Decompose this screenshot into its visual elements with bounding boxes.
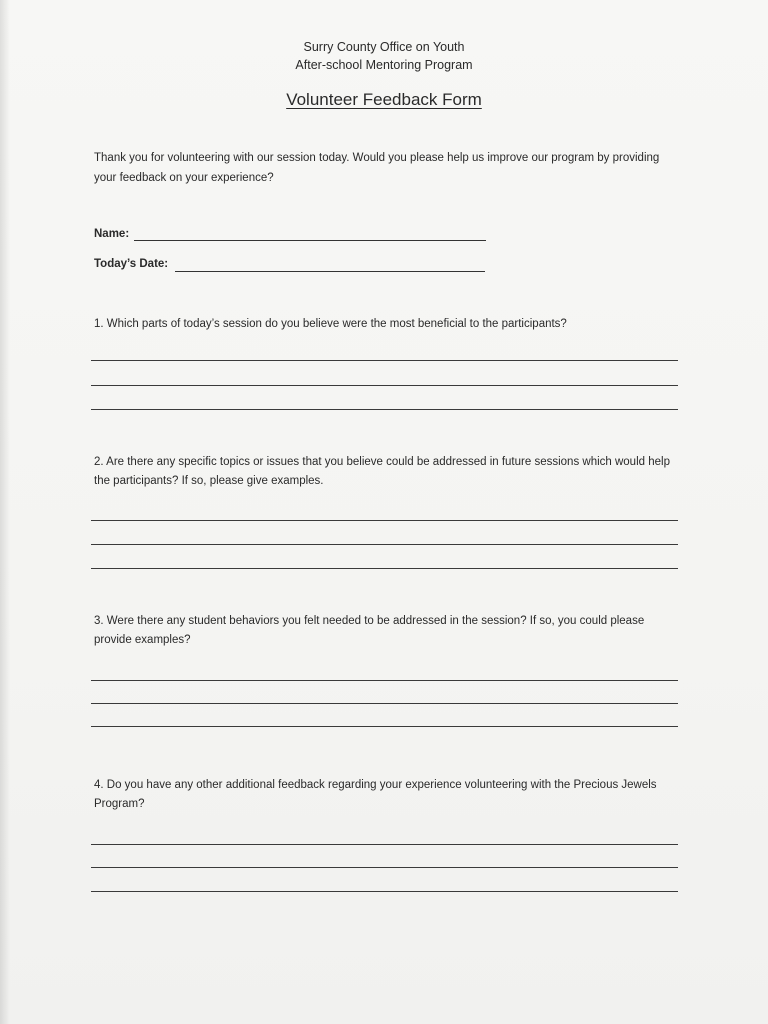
name-field[interactable] [134, 240, 486, 241]
answer-line[interactable] [91, 360, 678, 361]
answer-line[interactable] [91, 703, 678, 704]
answer-line[interactable] [91, 544, 678, 545]
answer-line[interactable] [91, 844, 678, 845]
answer-line[interactable] [91, 409, 678, 410]
answer-line[interactable] [91, 867, 678, 868]
form-title: Volunteer Feedback Form [286, 90, 482, 109]
question-4: 4. Do you have any other additional feedback regarding your experience volunteering with the Precious Jewels Program? [94, 779, 657, 810]
answer-line[interactable] [91, 726, 678, 727]
answer-line[interactable] [91, 520, 678, 521]
question-1: 1. Which parts of today’s session do you believe were the most beneficial to the participants? [94, 318, 567, 330]
answer-line[interactable] [91, 385, 678, 386]
question-3: 3. Were there any student behaviors you felt needed to be addressed in the session? If so, you could please provide examples? [94, 615, 645, 646]
answer-line[interactable] [91, 680, 678, 681]
program-name: After-school Mentoring Program [295, 58, 473, 72]
organization-name: Surry County Office on Youth [303, 40, 465, 54]
date-field[interactable] [175, 271, 485, 272]
answer-line[interactable] [91, 891, 678, 892]
organization-header [0, 38, 768, 74]
question-2: 2. Are there any specific topics or issues that you believe could be addressed in future sessions which would help the participants? If so, please give examples. [94, 456, 670, 487]
scan-edge-shadow [0, 0, 10, 1024]
date-label: Today’s Date: [94, 258, 169, 270]
intro-paragraph: Thank you for volunteering with our session today. Would you please help us improve our program by providing your feedback on your experience? [94, 152, 660, 184]
name-label: Name: [94, 228, 130, 240]
answer-line[interactable] [91, 568, 678, 569]
